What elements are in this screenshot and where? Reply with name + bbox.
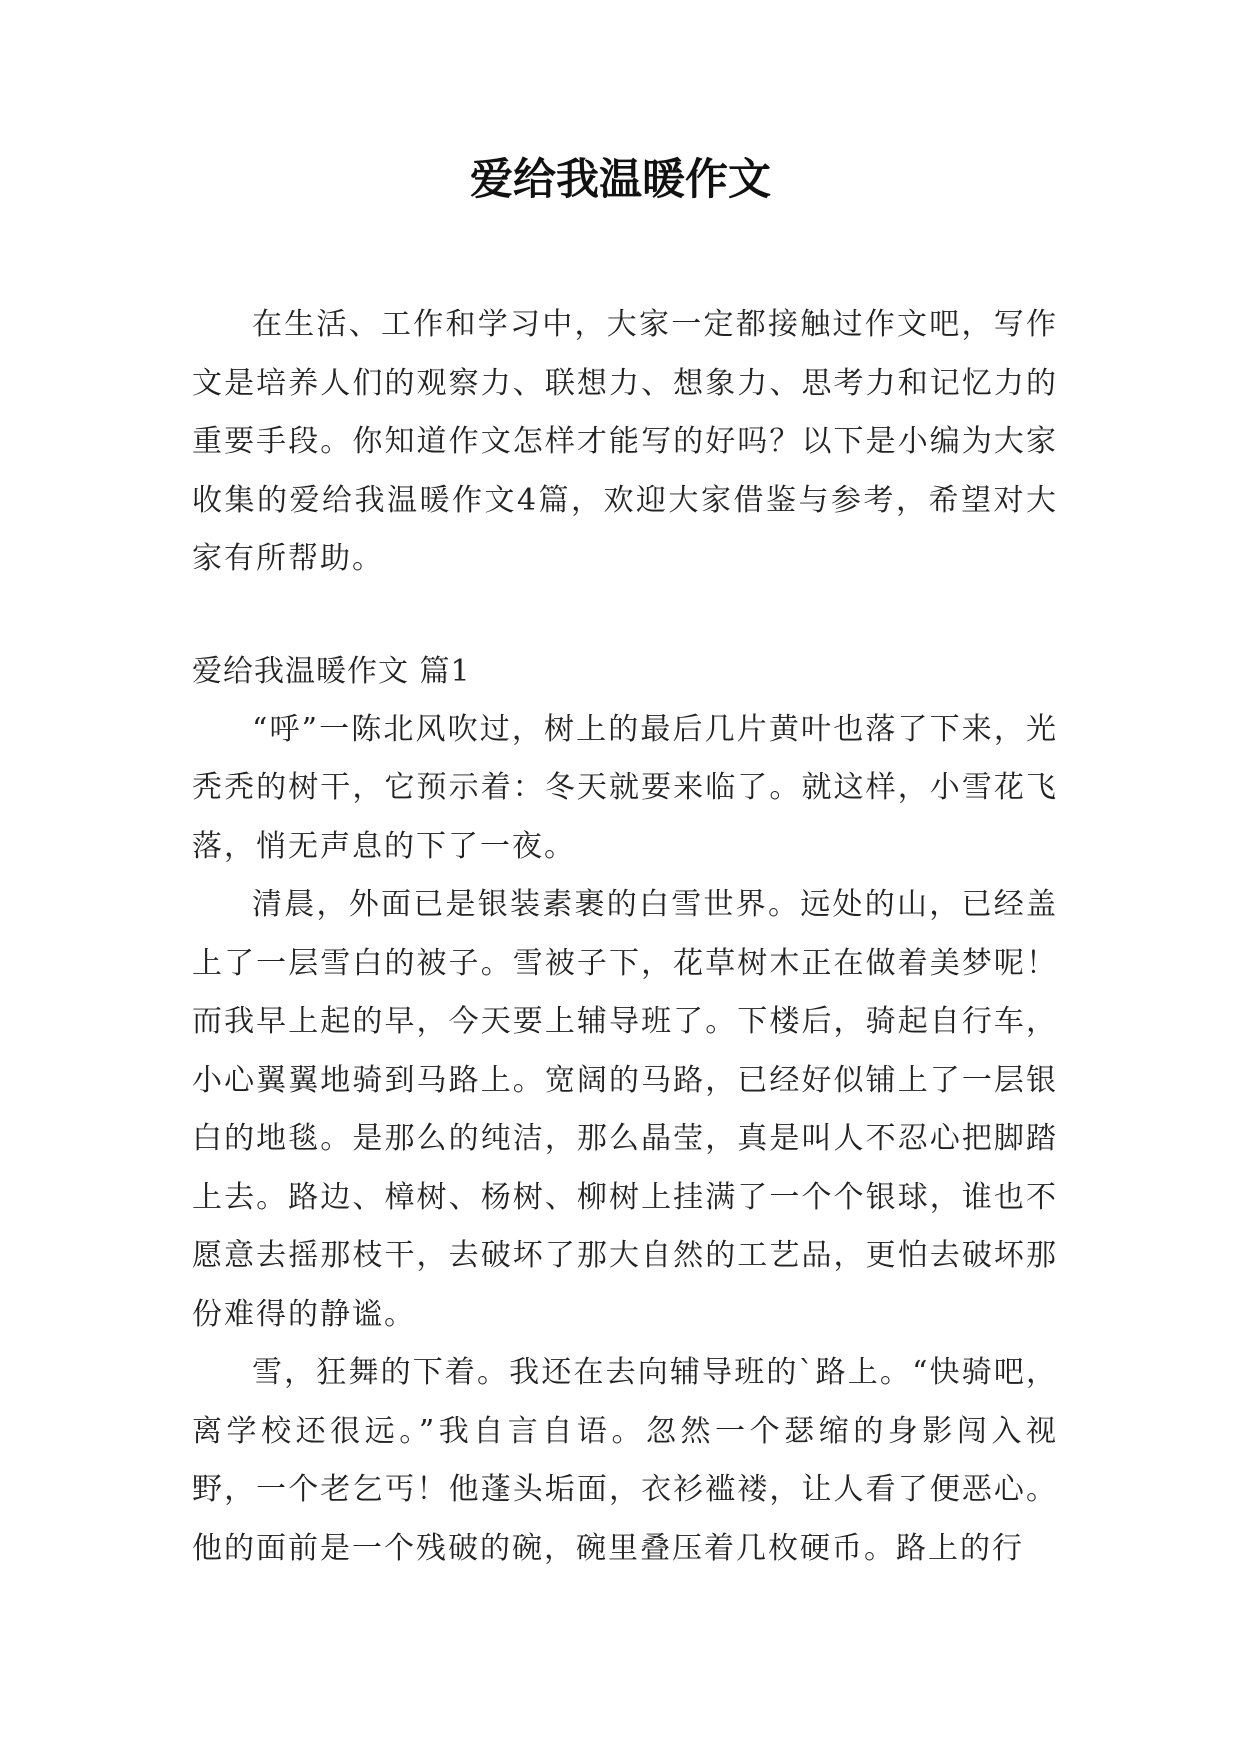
document-title: 爱给我温暖作文 <box>470 155 771 205</box>
body-paragraph-1: “呼”一陈北风吹过，树上的最后几片黄叶也落了下来，光秃秃的树干，它预示着：冬天就要来临了。就这样，小雪花飞落，悄无声息的下了一夜。 <box>192 711 1058 864</box>
intro-paragraph: 在生活、工作和学习中，大家一定都接触过作文吧，写作文是培养人们的观察力、联想力、想象力、思考力和记忆力的重要手段。你知道作文怎样才能写的好吗？以下是小编为大家收集的爱给我温暖作文4篇，欢迎大家借鉴与参考，希望对大家有所帮助。 <box>192 307 1058 576</box>
document-body <box>192 296 1058 1578</box>
body-paragraph-3: 雪，狂舞的下着。我还在去向辅导班的`路上。“快骑吧，离学校还很远。”我自言自语。忽然一个瑟缩的身影闯入视野，一个老乞丐！他蓬头垢面，衣衫褴褛，让人看了便恶心。他的面前是一个残破的碗，碗里叠压着几枚硬币。路上的行 <box>192 1355 1058 1566</box>
body-paragraph-2: 清晨，外面已是银装素裹的白雪世界。远处的山，已经盖上了一层雪白的被子。雪被子下，花草树木正在做着美梦呢！而我早上起的早，今天要上辅导班了。下楼后，骑起自行车，小心翼翼地骑到马路上。宽阔的马路，已经好似铺上了一层银白的地毯。是那么的纯洁，那么晶莹，真是叫人不忍心把脚踏上去。路边、樟树、杨树、柳树上挂满了一个个银球，谁也不愿意去摇那枝干，去破坏了那大自然的工艺品，更怕去破坏那份难得的静谧。 <box>192 887 1058 1332</box>
section-heading: 爱给我温暖作文 篇1 <box>192 653 471 689</box>
